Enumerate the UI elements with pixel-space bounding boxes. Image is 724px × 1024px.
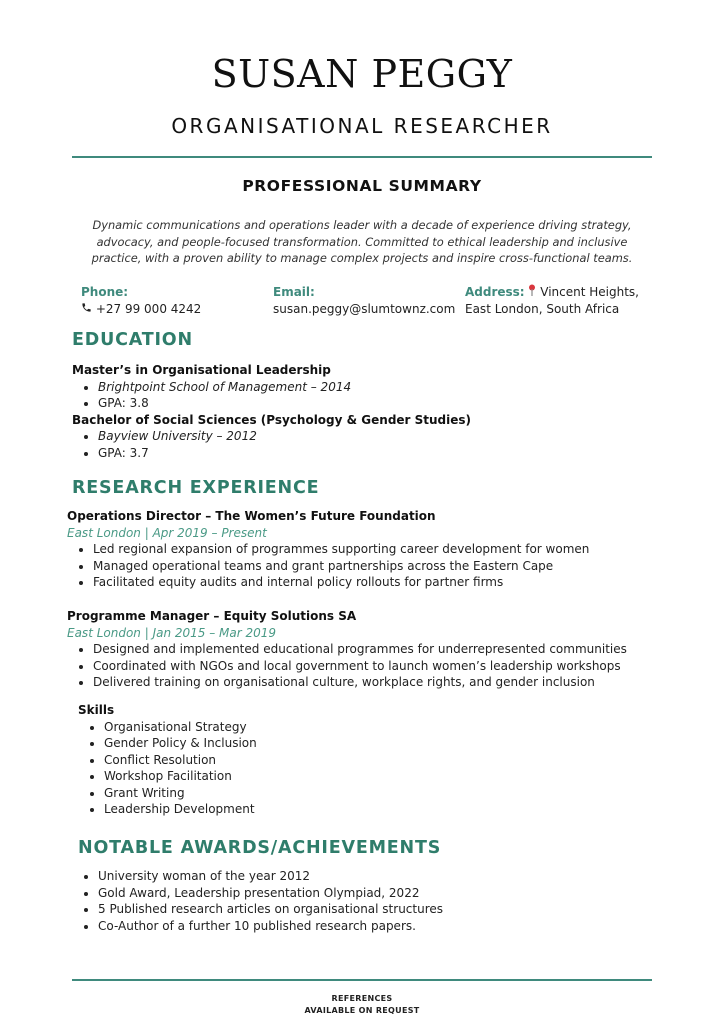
award-item: • University woman of the year 2012 bbox=[98, 868, 443, 885]
job-role: Operations Director – The Women’s Future Foundation bbox=[67, 509, 436, 523]
footer-line1: REFERENCES bbox=[331, 994, 393, 1003]
skill-item: • Grant Writing bbox=[104, 785, 257, 802]
education-degree: Bachelor of Social Sciences (Psychology & Gender Studies) bbox=[72, 412, 472, 427]
address-line1: Vincent Heights, bbox=[540, 285, 639, 299]
education-degree: Master’s in Organisational Leadership bbox=[72, 363, 331, 377]
phone-icon bbox=[81, 301, 92, 318]
summary-text: Dynamic communications and operations leader with a decade of experience driving strategy, advocacy, and people-focused transformation. Committed to ethical leadership and inclusive practice, with a proven ability to manage complex projects and inspire cross-functional teams. bbox=[91, 218, 633, 265]
address-line2: East London, South Africa bbox=[465, 302, 620, 316]
education-gpa: • GPA: 3.7 bbox=[98, 445, 471, 462]
award-item: • 5 Published research articles on organisational structures bbox=[98, 901, 443, 918]
experience-heading: RESEARCH EXPERIENCE bbox=[72, 478, 320, 498]
address-label: Address: bbox=[465, 285, 525, 299]
skill-item: • Gender Policy & Inclusion bbox=[104, 735, 257, 752]
experience-job bbox=[67, 508, 589, 591]
footer-references bbox=[0, 993, 724, 1016]
education-gpa: • GPA: 3.8 bbox=[98, 395, 471, 412]
awards-heading: NOTABLE AWARDS/ACHIEVEMENTS bbox=[78, 838, 442, 858]
contact-email bbox=[273, 284, 455, 318]
job-bullet: • Managed operational teams and grant partnerships across the Eastern Cape bbox=[93, 558, 589, 575]
education-school: • Bayview University – 2012 bbox=[98, 428, 471, 445]
map-pin-icon bbox=[528, 284, 536, 301]
job-title: ORGANISATIONAL RESEARCHER bbox=[171, 114, 553, 138]
education-heading: EDUCATION bbox=[72, 330, 193, 350]
footer-divider bbox=[72, 979, 652, 981]
education-school: • Brightpoint School of Management – 2014 bbox=[98, 379, 471, 396]
email-label: Email: bbox=[273, 285, 315, 299]
contact-address bbox=[465, 284, 639, 318]
skill-item: • Conflict Resolution bbox=[104, 752, 257, 769]
job-meta: East London | Apr 2019 – Present bbox=[67, 525, 267, 540]
skills-section bbox=[78, 702, 257, 818]
job-meta: East London | Jan 2015 – Mar 2019 bbox=[67, 625, 277, 640]
header-divider bbox=[72, 156, 652, 158]
job-bullet: • Coordinated with NGOs and local government to launch women’s leadership workshops bbox=[93, 658, 627, 675]
award-item: • Gold Award, Leadership presentation Olympiad, 2022 bbox=[98, 885, 443, 902]
job-bullet: • Designed and implemented educational programmes for underrepresented communities bbox=[93, 641, 627, 658]
job-bullet: • Facilitated equity audits and internal policy rollouts for partner firms bbox=[93, 574, 589, 591]
job-bullet: • Led regional expansion of programmes supporting career development for women bbox=[93, 541, 589, 558]
education-section bbox=[72, 362, 471, 461]
contact-phone bbox=[81, 284, 201, 318]
job-bullet: • Delivered training on organisational culture, workplace rights, and gender inclusion bbox=[93, 674, 627, 691]
awards-section bbox=[72, 868, 443, 934]
experience-job bbox=[67, 608, 627, 691]
skill-item: • Workshop Facilitation bbox=[104, 768, 257, 785]
skill-item: • Organisational Strategy bbox=[104, 719, 257, 736]
phone-value[interactable]: +27 99 000 4242 bbox=[95, 302, 202, 316]
candidate-name: SUSAN PEGGY bbox=[211, 52, 513, 96]
footer-line2: AVAILABLE ON REQUEST bbox=[304, 1005, 420, 1015]
award-item: • Co-Author of a further 10 published research papers. bbox=[98, 918, 443, 935]
summary-heading: PROFESSIONAL SUMMARY bbox=[242, 177, 482, 195]
skills-heading: Skills bbox=[78, 703, 115, 717]
job-role: Programme Manager – Equity Solutions SA bbox=[67, 609, 357, 623]
phone-label: Phone: bbox=[81, 285, 129, 299]
skill-item: • Leadership Development bbox=[104, 801, 257, 818]
email-value[interactable]: susan.peggy@slumtownz.com bbox=[273, 302, 456, 316]
